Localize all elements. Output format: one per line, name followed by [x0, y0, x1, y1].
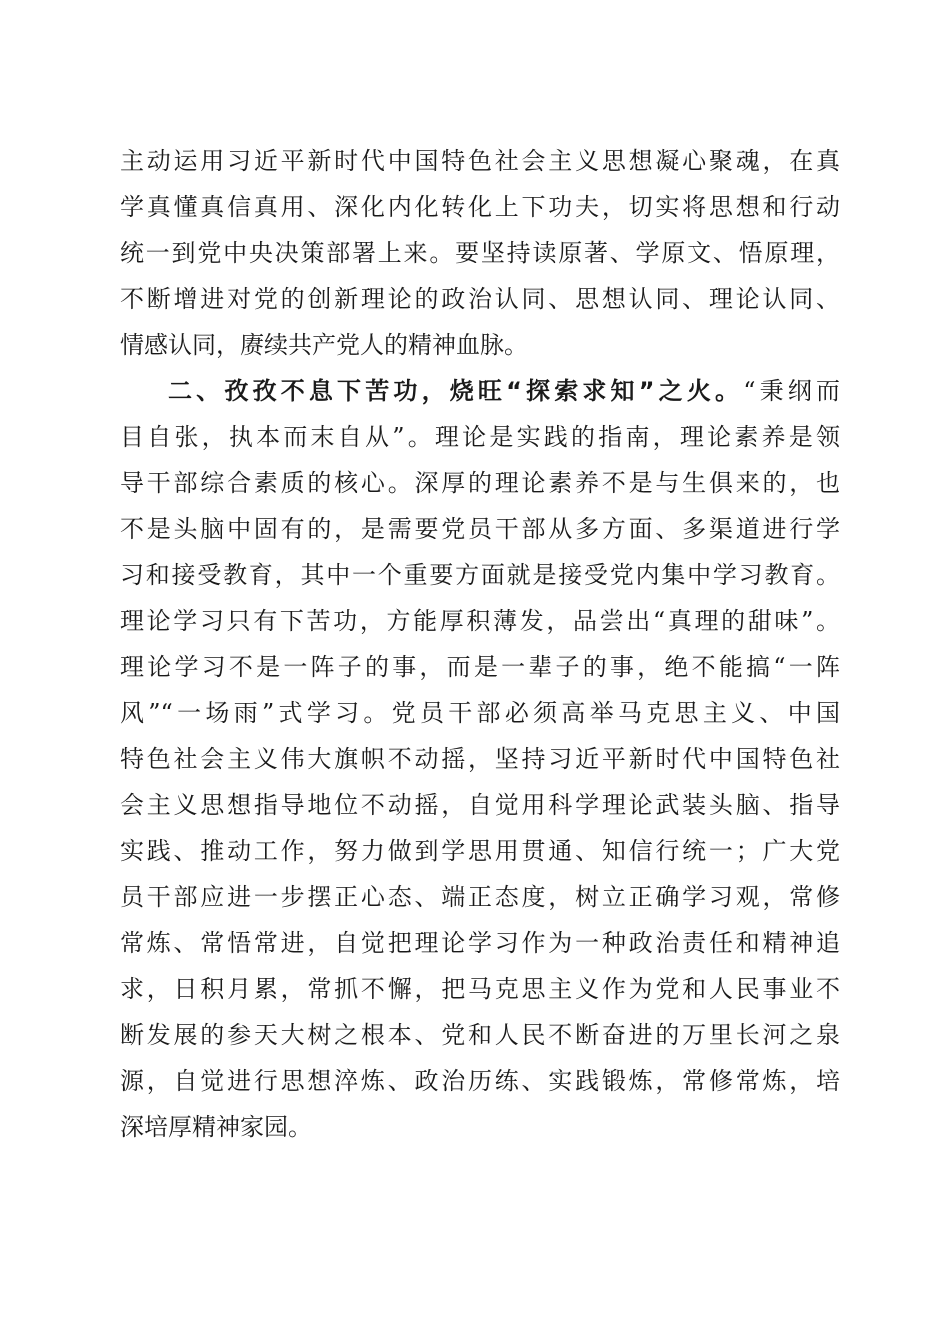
- text-line: 情感认同，赓续共产党人的精神血脉。: [120, 331, 528, 359]
- text-line: 统一到党中央决策部署上来。要坚持读原著、学原文、悟原理，: [120, 239, 840, 267]
- text-line: 不断增进对党的创新理论的政治认同、思想认同、理论认同、: [120, 285, 840, 313]
- text-line: 会主义思想指导地位不动摇，自觉用科学理论武装头脑、指导: [120, 791, 840, 819]
- text-line: 实践、推动工作，努力做到学思用贯通、知信行统一；广大党: [120, 837, 840, 865]
- text-line: 导干部综合素质的核心。深厚的理论素养不是与生俱来的，也: [120, 469, 840, 497]
- text-line: 目自张，执本而末自从”。理论是实践的指南，理论素养是领: [120, 423, 840, 451]
- text-line: 特色社会主义伟大旗帜不动摇，坚持习近平新时代中国特色社: [120, 745, 840, 773]
- paragraph-heading-line: [168, 371, 840, 411]
- text-line: 理论学习不是一阵子的事，而是一辈子的事，绝不能搞“一阵: [120, 653, 840, 681]
- text-line: 不是头脑中固有的，是需要党员干部从多方面、多渠道进行学: [120, 515, 840, 543]
- heading-line-text: “秉纲而: [743, 377, 840, 405]
- text-line: 求，日积月累，常抓不懈，把马克思主义作为党和人民事业不: [120, 975, 840, 1003]
- text-line: 理论学习只有下苦功，方能厚积薄发，品尝出“真理的甜味”。: [120, 607, 840, 635]
- text-line: 断发展的参天大树之根本、党和人民不断奋进的万里长河之泉: [120, 1021, 840, 1049]
- section-heading: 二、孜孜不息下苦功，烧旺“探索求知”之火。: [168, 377, 744, 405]
- text-line: 源，自觉进行思想淬炼、政治历练、实践锻炼，常修常炼，培: [120, 1067, 840, 1095]
- text-line: 主动运用习近平新时代中国特色社会主义思想凝心聚魂，在真: [120, 147, 840, 175]
- text-line: 习和接受教育，其中一个重要方面就是接受党内集中学习教育。: [120, 561, 840, 589]
- text-line: 员干部应进一步摆正心态、端正态度，树立正确学习观，常修: [120, 883, 840, 911]
- text-line: 常炼、常悟常进，自觉把理论学习作为一种政治责任和精神追: [120, 929, 840, 957]
- text-line: 风”“一场雨”式学习。党员干部必须高举马克思主义、中国: [120, 699, 840, 727]
- text-line: 学真懂真信真用、深化内化转化上下功夫，切实将思想和行动: [120, 193, 840, 221]
- text-line: 深培厚精神家园。: [120, 1113, 312, 1141]
